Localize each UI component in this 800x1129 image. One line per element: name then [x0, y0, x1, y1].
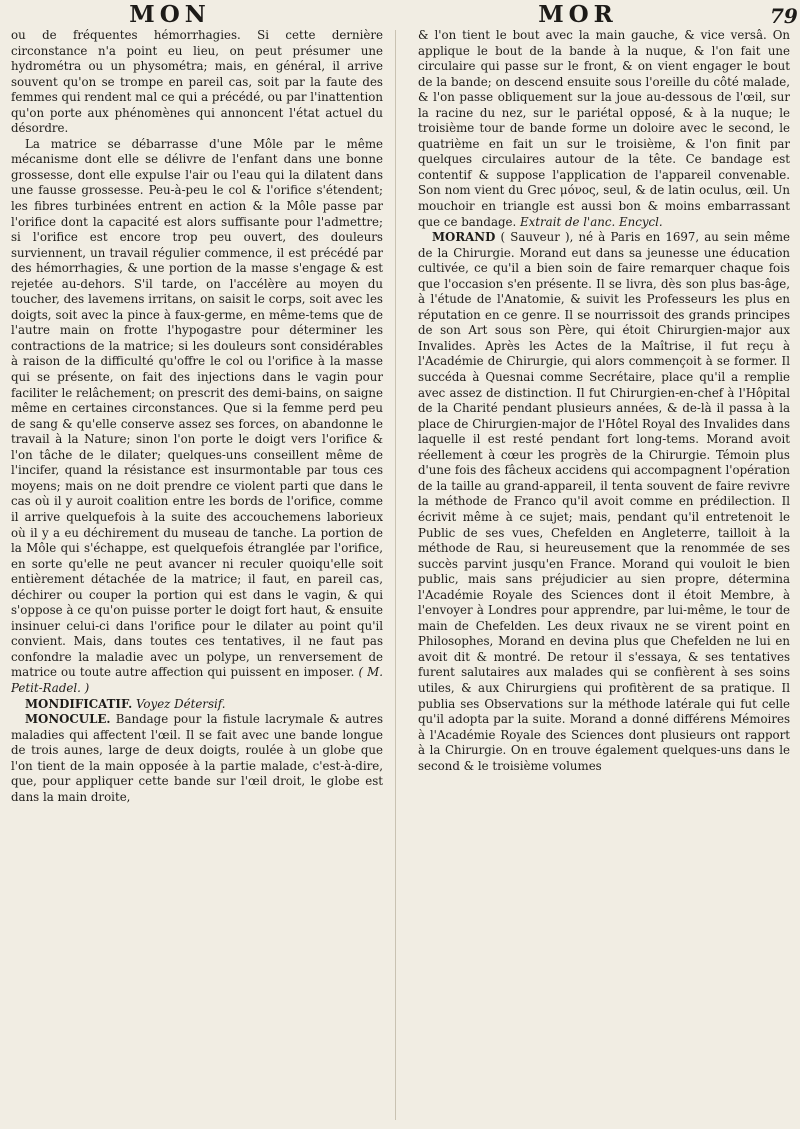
entry-monocule — [11, 712, 383, 805]
paragraph-text: La matrice se débarrasse d'une Môle par le même mécanisme dont elle se délivre de l'enfant dans une bonne grossesse, dont elle expulse l'air ou l'eau qui la dilatent dans une fausse grossesse. Peu-à-peu le col & l'orifice s'étendent; les fibres turbinées entrent en action & la Môle passe par l'orifice dont la capacité est alors suffisante pour l'admettre; si l'orifice est encore trop peu ouvert, des douleurs surviennent, un travail régulier commence, il est précédé par des hémorrhagies, & une portion de la masse s'engage & est rejetée au-dehors. S'il tarde, on l'accélère au moyen du toucher, des lavemens irritans, on saisit le corps, soit avec les doigts, soit avec la pince à faux-germe, en même-tems que de l'autre main on frotte l'hypogastre pour déterminer les contractions de la matrice; si les douleurs sont considérables à raison de la difficulté qu'offre le col ou l'orifice à la masse qui se présente, on fait des injections dans le vagin pour faciliter le relâchement; on prescrit des demi-bains, on saigne même en certaines circonstances. Que si la femme perd peu de sang & qu'elle conserve assez ses forces, on abandonne le travail à la Nature; sinon l'on porte le doigt vers l'orifice & l'on tâche de le dilater; quelques-uns conseillent même de l'incifer, quand la résistance est insurmontable par tous ces moyens; mais on ne doit prendre ce violent parti que dans le cas où il y auroit coalition entre les bords de l'orifice, comme il arrive quelquefois à la suite des accouchemens laborieux où il y a eu déchirement du museau de tanche. La portion de la Môle qui s'échappe, est quelquefois étranglée par l'orifice, en sorte qu'elle ne peut avancer ni reculer quoiqu'elle soit entièrement détachée de la matrice; il faut, en pareil cas, déchirer ou couper la portion qui est dans le vagin, & qui s'oppose à ce qu'on puisse porter le doigt fort haut, & ensuite insinuer celui-ci dans l'orifice pour le dilater au point qu'il convient. Mais, dans toutes ces tentatives, il ne faut pas confondre la maladie avec un polype, un renversement de matrice ou toute autre affection qui puissent en imposer. — [11, 136, 383, 680]
entry-text: ( Sauveur ), né à Paris en 1697, au sein même de la Chirurgie. Morand eut dans sa jeunesse une éducation cultivée, ce qu'il a bien soin de faire remarquer chaque fois que l'occasion s'en présente. Il se livra, dès son plus bas-âge, à l'étude de l'Anatomie, & suivit les Professeurs les plus en réputation en ce genre. Il se nourrissoit des grands principes de son Art sous son Père, qui étoit Chirurgien-major aux Invalides. Après les Actes de la Maîtrise, il fut reçu à l'Académie de Chirurgie, qui alors commençoit à se former. Il succéda à Quesnai comme Secrétaire, place qu'il a remplie avec assez de distinction. Il fut Chirurgien-en-chef à l'Hôpital de la Charité pendant plusieurs années, & de-là il passa à la place de Chirurgien-major de l'Hôtel Royal des Invalides dans laquelle il est resté pendant fort long-tems. Morand avoit réellement à cœur les progrès de la Chirurgie. Témoin plus d'une fois des fâcheux accidens qui accompagnent l'opération de la taille au grand-appareil, il tenta souvent de faire revivre la méthode de Franco qu'il avoit comme en prédilection. Il écrivit même à ce sujet; mais, pendant qu'il entretenoit le Public de ses vues, Chefelden en Angleterre, tailloit à la méthode de Rau, si heureusement que la renommée de ses succès parvint jusqu'en France. Morand qui vouloit le bien public, mais sans préjudicier au sien propre, détermina l'Académie Royale des Sciences dont il étoit Membre, à l'envoyer à Londres pour apprendre, par lui-même, le tour de main de Chefelden. Les deux rivaux ne se virent point en Philosophes, Morand en devina plus que Chefelden ne lui en avoit dit & montré. De retour il s'essaya, & ses tentatives furent salutaires aux malades qui se confièrent à ses soins utiles, & aux Chirurgiens qui profitèrent de sa pratique. Il publia ses Observations sur la méthode latérale qui fut celle qu'il adopta par la suite. Morand a donné différens Mémoires à l'Académie Royale des Sciences dont plusieurs ont rapport à la Chirurgie. On en trouve également quelques-uns dans le second & le troisième volumes — [418, 230, 790, 773]
paragraph-continuation — [418, 28, 790, 230]
entry-text: Bandage pour la fistule lacrymale & autres maladies qui affectent l'œil. Il se fait avec une bande longue de trois aunes, large de deux doigts, roulée à un globe que l'on tient de la main opposée à la partie malade, c'est-à-dire, que, pour appliquer cette bande sur l'œil droit, le globe est dans la main droite, — [11, 712, 383, 804]
page-number: 79 — [770, 4, 798, 28]
paragraph-continuation: ou de fréquentes hémorrhagies. Si cette dernière circonstance n'a point eu lieu, on peut présumer une hydrométra ou un physométra; mais, en général, il arrive souvent qu'on se trompe en pareil cas, soit par la faute des femmes qui rendent mal ce qui a précédé, ou par l'inattention qu'on porte aux phénomènes qui annoncent l'état actuel du désordre. — [11, 28, 383, 136]
running-header-left: MON — [129, 1, 211, 28]
author-signature: ( M. Petit-Radel. ) — [11, 665, 383, 695]
entry-headword: MORAND — [432, 230, 496, 245]
paragraph-text: & l'on tient le bout avec la main gauche, & vice versâ. On applique le bout de la bande à la nuque, & l'on fait une circulaire qui passe sur le front, & on vient engager le bout de la bande; on descend ensuite sous l'oreille du côté malade, & l'on passe obliquement sur la joue au-dessous de l'œil, sur la racine du nez, sur le pariétal opposé, & à la nuque; le troisième tour de bande forme un doloire avec le second, le quatrième en fait un sur le troisième, & l'on finit par quelques circulaires autour de la tête. Ce bandage est contentif & suppose l'application de l'appareil convenable. Son nom vient du Grec μόνος, seul, & de latin oculus, œil. Un mouchoir en triangle est aussi bon & moins embarrassant que ce bandage. — [418, 28, 790, 229]
entry-text: Voyez Détersif. — [136, 696, 226, 711]
right-column — [418, 28, 790, 1118]
entry-morand — [418, 230, 790, 774]
running-header-right: MOR — [538, 1, 618, 28]
left-column — [11, 28, 383, 1118]
entry-headword: MONDIFICATIF. — [25, 696, 133, 711]
column-divider — [395, 30, 396, 1120]
entry-headword: MONOCULE. — [25, 712, 111, 727]
source-citation: Extrait de l'anc. Encycl. — [520, 214, 663, 229]
paragraph-mole — [11, 137, 383, 697]
entry-mondificatif — [11, 697, 383, 713]
